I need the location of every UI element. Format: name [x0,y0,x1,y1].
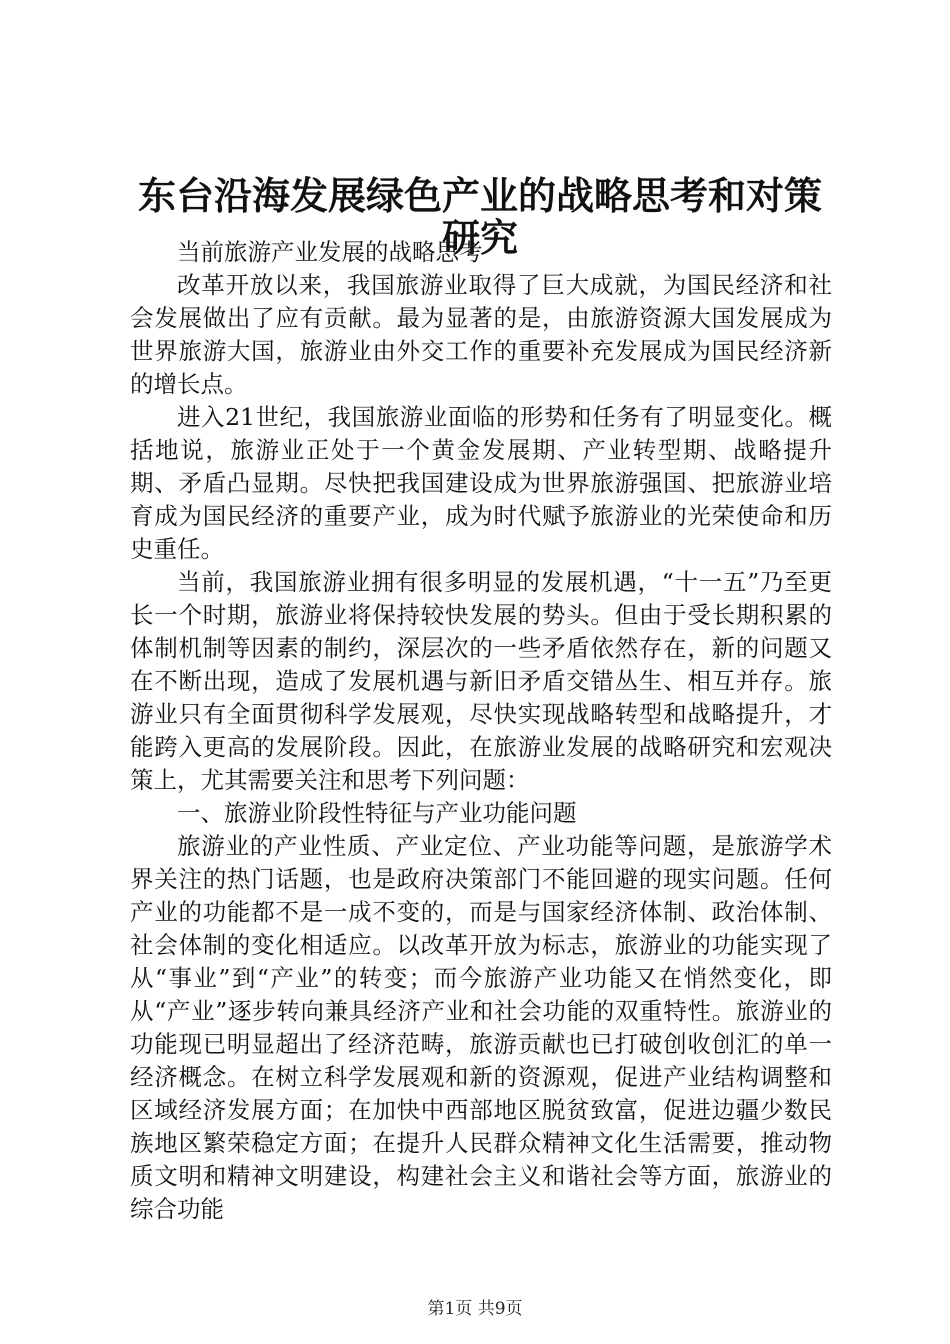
page-number-footer: 第1页 共9页 [427,1299,523,1319]
document-title: 东台沿海发展绿色产业的战略思考和对策研究 [137,174,822,260]
body-paragraph: 当前，我国旅游业拥有很多明显的发展机遇，“十一五”乃至更长一个时期，旅游业将保持较快发展的势头。但由于受长期积累的体制机制等因素的制约，深层次的一些矛盾依然存在，新的问题又在不断出现，造成了发展机遇与新旧矛盾交错丛生、相互并存。旅游业只有全面贯彻科学发展观，尽快实现战略转型和战略提升，才能跨入更高的发展阶段。因此，在旅游业发展的战略研究和宏观决策上，尤其需要关注和思考下列问题： [130,568,832,794]
section-heading-strategy: 当前旅游产业发展的战略思考 [177,238,483,266]
document-body [130,236,832,1226]
body-paragraph: 进入21世纪，我国旅游业面临的形势和任务有了明显变化。概括地说，旅游业正处于一个黄金发展期、产业转型期、战略提升期、矛盾凸显期。尽快把我国建设成为世界旅游强国、把旅游业培育成为国民经济的重要产业，成为时代赋予旅游业的光荣使命和历史重任。 [130,403,832,563]
section-heading-industry-function: 一、旅游业阶段性特征与产业功能问题 [177,799,577,827]
body-paragraph: 旅游业的产业性质、产业定位、产业功能等问题，是旅游学术界关注的热门话题，也是政府决策部门不能回避的现实问题。任何产业的功能都不是一成不变的，而是与国家经济体制、政治体制、社会体制的变化相适应。以改革开放为标志，旅游业的功能实现了从“事业”到“产业”的转变；而今旅游产业功能又在悄然变化，即从“产业”逐步转向兼具经济产业和社会功能的双重特性。旅游业的功能现已明显超出了经济范畴，旅游贡献也已打破创收创汇的单一经济概念。在树立科学发展观和新的资源观，促进产业结构调整和区域经济发展方面；在加快中西部地区脱贫致富，促进边疆少数民族地区繁荣稳定方面；在提升人民群众精神文化生活需要，推动物质文明和精神文明建设，构建社会主义和谐社会等方面，旅游业的综合功能 [130,832,832,1223]
body-paragraph: 改革开放以来，我国旅游业取得了巨大成就，为国民经济和社会发展做出了应有贡献。最为显著的是，由旅游资源大国发展成为世界旅游大国，旅游业由外交工作的重要补充发展成为国民经济新的增长点。 [130,271,832,398]
